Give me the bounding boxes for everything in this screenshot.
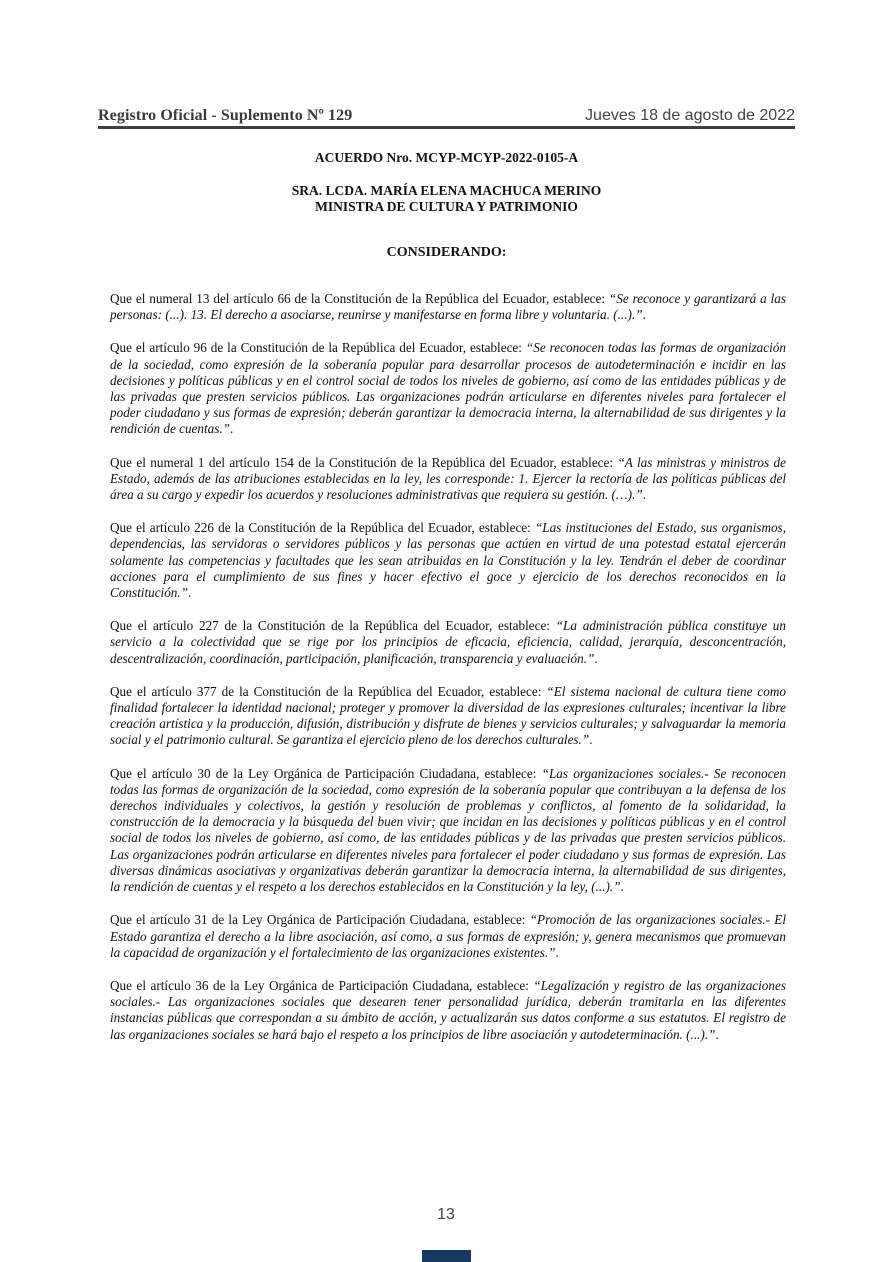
signatory-role: MINISTRA DE CULTURA Y PATRIMONIO bbox=[315, 199, 578, 214]
paragraph-quote: “Legalización y registro de las organizaciones sociales.- Las organizaciones sociales que desearen tener personalidad jurídica, deberán tramitarla en las diferentes instancias públicas que correspondan a su ámbito de acción, y actualizarán sus datos conforme a sus estatutos. El registro de las organizaciones sociales se hará bajo el respeto a los principios de libre asociación y autodeterminación. (...).” bbox=[110, 977, 786, 1042]
paragraph-quote: “Se reconocen todas las formas de organización de la sociedad, como expresión de la soberanía popular para desarrollar procesos de autodeterminación e incidir en las decisiones y políticas públicas y en el control social de todos los niveles de gobierno, así como de las entidades públicas y de las privadas que presten servicios públicos. Las organizaciones podrán articularse en diferentes niveles para fortalecer el poder ciudadano y sus formas de expresión; deberán garantizar la democracia interna, la alternabilidad de sus dirigentes y la rendición de cuentas.” bbox=[110, 340, 786, 437]
paragraph-tail: . bbox=[589, 732, 593, 748]
paragraph-lead: Que el artículo 96 de la Constitución de la República del Ecuador, establece: bbox=[110, 340, 526, 356]
paragraph bbox=[110, 766, 786, 896]
publication-date: Jueves 18 de agosto de 2022 bbox=[585, 107, 795, 124]
paragraph-lead: Que el artículo 226 de la Constitución de la República del Ecuador, establece: bbox=[110, 520, 535, 536]
paragraph-lead: Que el artículo 31 de la Ley Orgánica de Participación Ciudadana, establece: bbox=[110, 912, 530, 928]
paragraph-tail: . bbox=[642, 487, 646, 503]
paragraph-lead: Que el numeral 13 del artículo 66 de la Constitución de la República del Ecuador, establece: bbox=[110, 291, 609, 306]
paragraph-quote: “A las ministras y ministros de Estado, además de las atribuciones establecidas en la ley, les corresponde: 1. Ejercer la rectoría de las políticas públicas del área a su cargo y expedir los acuerdos y resoluciones administrativas que requiera su gestión. (…).” bbox=[110, 454, 786, 503]
paragraph-quote: “La administración pública constituye un servicio a la colectividad que se rige por los principios de eficacia, eficiencia, calidad, jerarquía, desconcentración, descentralización, coordinación, participación, planificación, transparencia y evaluación.” bbox=[110, 618, 786, 666]
paragraph-lead: Que el artículo 227 de la Constitución de la República del Ecuador, establece: bbox=[110, 618, 556, 634]
paragraph bbox=[110, 520, 786, 601]
paragraph-tail: . bbox=[642, 307, 646, 323]
paragraph bbox=[110, 455, 786, 504]
paragraph-quote: “Promoción de las organizaciones sociales.- El Estado garantiza el derecho a la libre asociación, así como, a sus formas de expresión; y, genera mecanismos que promuevan la capacidad de organización y el fortalecimiento de las organizaciones existentes.” bbox=[110, 912, 786, 960]
paragraph-lead: Que el artículo 30 de la Ley Orgánica de Participación Ciudadana, establece: bbox=[110, 765, 542, 781]
paragraph-tail: . bbox=[594, 650, 598, 666]
paragraph bbox=[110, 912, 786, 961]
considering-heading: CONSIDERANDO: bbox=[386, 245, 507, 260]
signatory-name: SRA. LCDA. MARÍA ELENA MACHUCA MERINO bbox=[291, 183, 602, 198]
paragraph-lead: Que el numeral 1 del artículo 154 de la Constitución de la República del Ecuador, establece: bbox=[110, 454, 618, 470]
document-body bbox=[110, 291, 786, 1060]
header-divider bbox=[98, 126, 795, 129]
paragraph bbox=[110, 978, 786, 1043]
paragraph-quote: “El sistema nacional de cultura tiene como finalidad fortalecer la identidad nacional; proteger y promover la diversidad de las expresiones culturales; incentivar la libre creación artística y la producción, difusión, distribución y disfrute de bienes y servicios culturales; y salvaguardar la memoria social y el patrimonio cultural. Se garantiza el ejercicio pleno de los derechos culturales.” bbox=[110, 683, 786, 748]
paragraph-quote: “Se reconoce y garantizará a las personas: (...). 13. El derecho a asociarse, reunirse y manifestarse en forma libre y voluntaria. (...).” bbox=[110, 291, 786, 323]
footer-bar bbox=[422, 1250, 471, 1262]
paragraph-quote: “Las instituciones del Estado, sus organismos, dependencias, las servidoras o servidores públicos y las personas que actúen en virtud de una potestad estatal ejercerán solamente las competencias y facultades que les sean atribuidas en la Constitución y la ley. Tendrán el deber de coordinar acciones para el cumplimiento de sus fines y hacer efectivo el goce y ejercicio de los derechos reconocidos en la Constitución.” bbox=[110, 520, 786, 601]
page-number: 13 bbox=[437, 1206, 455, 1223]
paragraph bbox=[110, 340, 786, 437]
paragraph bbox=[110, 618, 786, 667]
paragraph-lead: Que el artículo 377 de la Constitución de la República del Ecuador, establece: bbox=[110, 683, 547, 699]
signatory-block bbox=[98, 183, 795, 215]
paragraph-tail: . bbox=[715, 1026, 719, 1042]
paragraph-tail: . bbox=[230, 421, 234, 437]
page-header bbox=[98, 103, 795, 125]
paragraph-tail: . bbox=[555, 944, 559, 960]
publication-name: Registro Oficial - Suplemento Nº 129 bbox=[98, 107, 353, 124]
paragraph-tail: . bbox=[620, 879, 624, 895]
agreement-number: ACUERDO Nro. MCYP-MCYP-2022-0105-A bbox=[314, 150, 579, 165]
paragraph bbox=[110, 291, 786, 323]
paragraph bbox=[110, 684, 786, 749]
paragraph-tail: . bbox=[188, 585, 192, 601]
paragraph-lead: Que el artículo 36 de la Ley Orgánica de Participación Ciudadana, establece: bbox=[110, 977, 534, 993]
paragraph-quote: “Las organizaciones sociales.- Se reconocen todas las formas de organización de la sociedad, como expresión de la soberanía popular que contribuyan a la defensa de los derechos individuales y colectivos, la gestión y resolución de problemas y conflictos, al fomento de la solidaridad, la construcción de la democracia y la búsqueda del buen vivir; que incidan en las decisiones y políticas públicas y en el control social de todos los niveles de gobierno, así como, de las entidades públicas y de las privadas que presten servicios públicos. Las organizaciones podrán articularse en diferentes niveles para fortalecer el poder ciudadano y sus formas de expresión. Las diversas dinámicas asociativas y organizativas deberán garantizar la democracia interna, la alternabilidad de sus dirigentes, la rendición de cuentas y el respeto a los derechos establecidos en la Constitución y la ley, (...).” bbox=[110, 765, 786, 895]
